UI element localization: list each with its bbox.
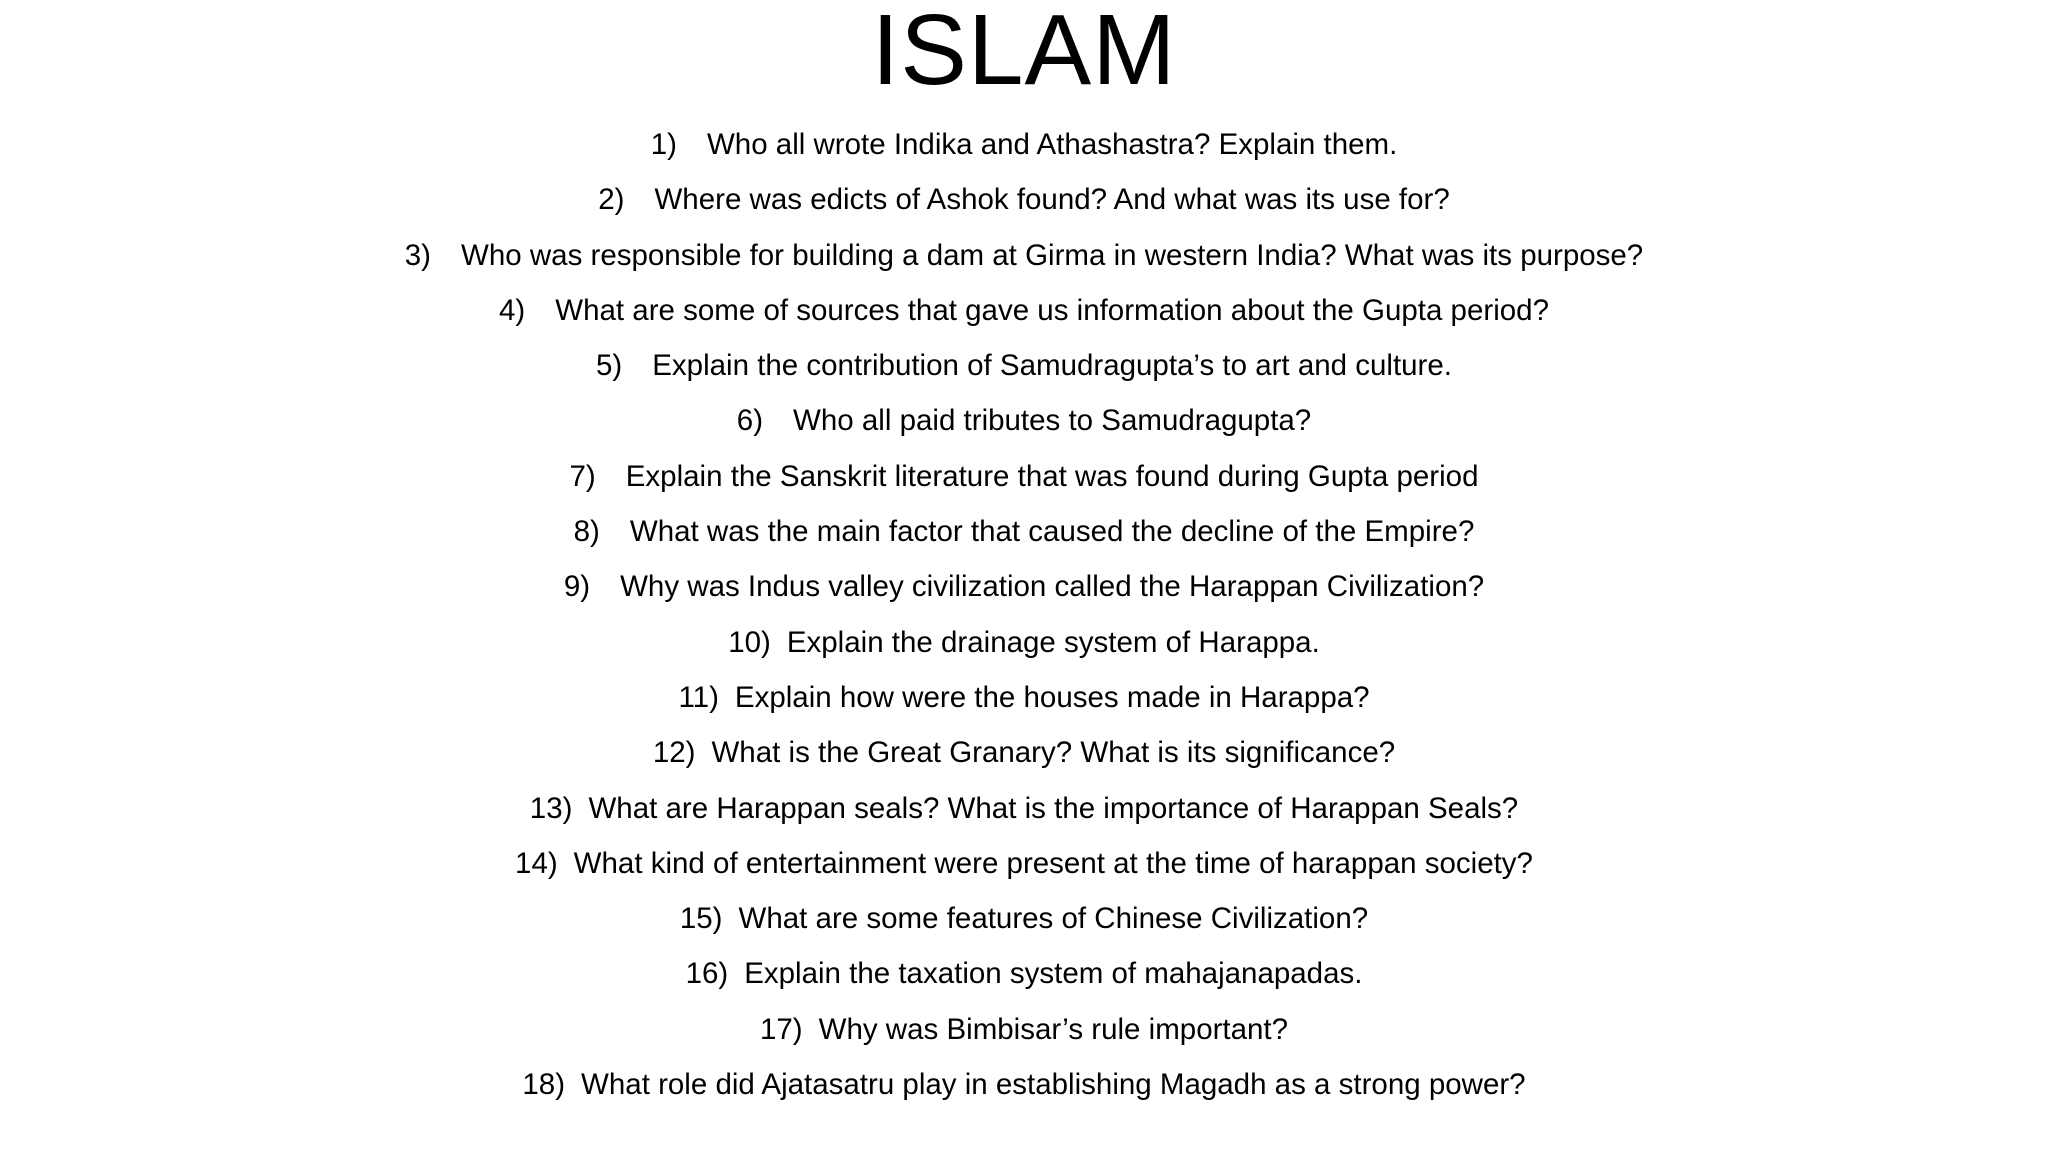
- question-text: What role did Ajatasatru play in establishing Magadh as a strong power?: [581, 1068, 1526, 1102]
- question-number: 13): [529, 791, 573, 825]
- question-text: Who was responsible for building a dam at Girma in western India? What was its purpose?: [461, 238, 1644, 272]
- question-number: 8): [573, 515, 600, 549]
- slide-title: ISLAM: [871, 0, 1177, 106]
- question-text: Explain the contribution of Samudragupta’s to art and culture.: [652, 349, 1452, 383]
- list-item: [0, 283, 2048, 338]
- question-list: [0, 117, 2048, 1112]
- list-item: [0, 725, 2048, 780]
- question-number: 14): [515, 846, 558, 880]
- list-item: [0, 393, 2048, 448]
- list-item: [0, 504, 2048, 559]
- question-text: Why was Bimbisar’s rule important?: [818, 1012, 1289, 1046]
- question-number: 17): [759, 1012, 803, 1046]
- list-item: [0, 449, 2048, 504]
- question-text: Where was edicts of Ashok found? And what was its use for?: [654, 183, 1450, 217]
- question-text: Why was Indus valley civilization called the Harappan Civilization?: [620, 570, 1485, 604]
- question-text: What was the main factor that caused the decline of the Empire?: [629, 515, 1475, 549]
- list-item: [0, 559, 2048, 614]
- question-number: 1): [650, 128, 677, 161]
- question-number: 11): [678, 680, 719, 714]
- question-text: Who all wrote Indika and Athashastra? Explain them.: [706, 128, 1398, 161]
- list-item: [0, 172, 2048, 227]
- question-text: What are Harappan seals? What is the importance of Harappan Seals?: [588, 791, 1519, 825]
- question-number: 4): [499, 293, 526, 327]
- list-item: [0, 891, 2048, 946]
- question-number: 6): [736, 404, 764, 438]
- list-item: [0, 117, 2048, 172]
- question-number: 16): [685, 957, 729, 991]
- question-text: What are some features of Chinese Civilization?: [738, 902, 1369, 936]
- question-number: 9): [563, 570, 591, 604]
- question-number: 7): [569, 459, 596, 493]
- question-text: Explain how were the houses made in Harappa?: [734, 680, 1370, 714]
- list-item: [0, 670, 2048, 725]
- list-item: [0, 1057, 2048, 1112]
- question-number: 18): [522, 1068, 566, 1102]
- question-number: 3): [404, 238, 431, 272]
- list-item: [0, 781, 2048, 836]
- question-text: Explain the taxation system of mahajanapadas.: [744, 957, 1363, 991]
- question-number: 2): [598, 183, 625, 217]
- question-text: Who all paid tributes to Samudragupta?: [793, 404, 1312, 438]
- question-text: What is the Great Granary? What is its significance?: [711, 736, 1396, 770]
- list-item: [0, 836, 2048, 891]
- question-text: Explain the drainage system of Harappa.: [786, 625, 1320, 659]
- question-number: 12): [652, 736, 696, 770]
- question-number: 10): [728, 625, 771, 659]
- list-item: [0, 1002, 2048, 1057]
- list-item: [0, 946, 2048, 1001]
- question-number: 5): [596, 349, 623, 383]
- question-text: Explain the Sanskrit literature that was found during Gupta period: [625, 459, 1479, 493]
- list-item: [0, 615, 2048, 670]
- question-text: What are some of sources that gave us information about the Gupta period?: [555, 293, 1549, 327]
- question-number: 15): [679, 902, 723, 936]
- list-item: [0, 228, 2048, 283]
- question-text: What kind of entertainment were present at the time of harappan society?: [573, 846, 1533, 880]
- list-item: [0, 338, 2048, 393]
